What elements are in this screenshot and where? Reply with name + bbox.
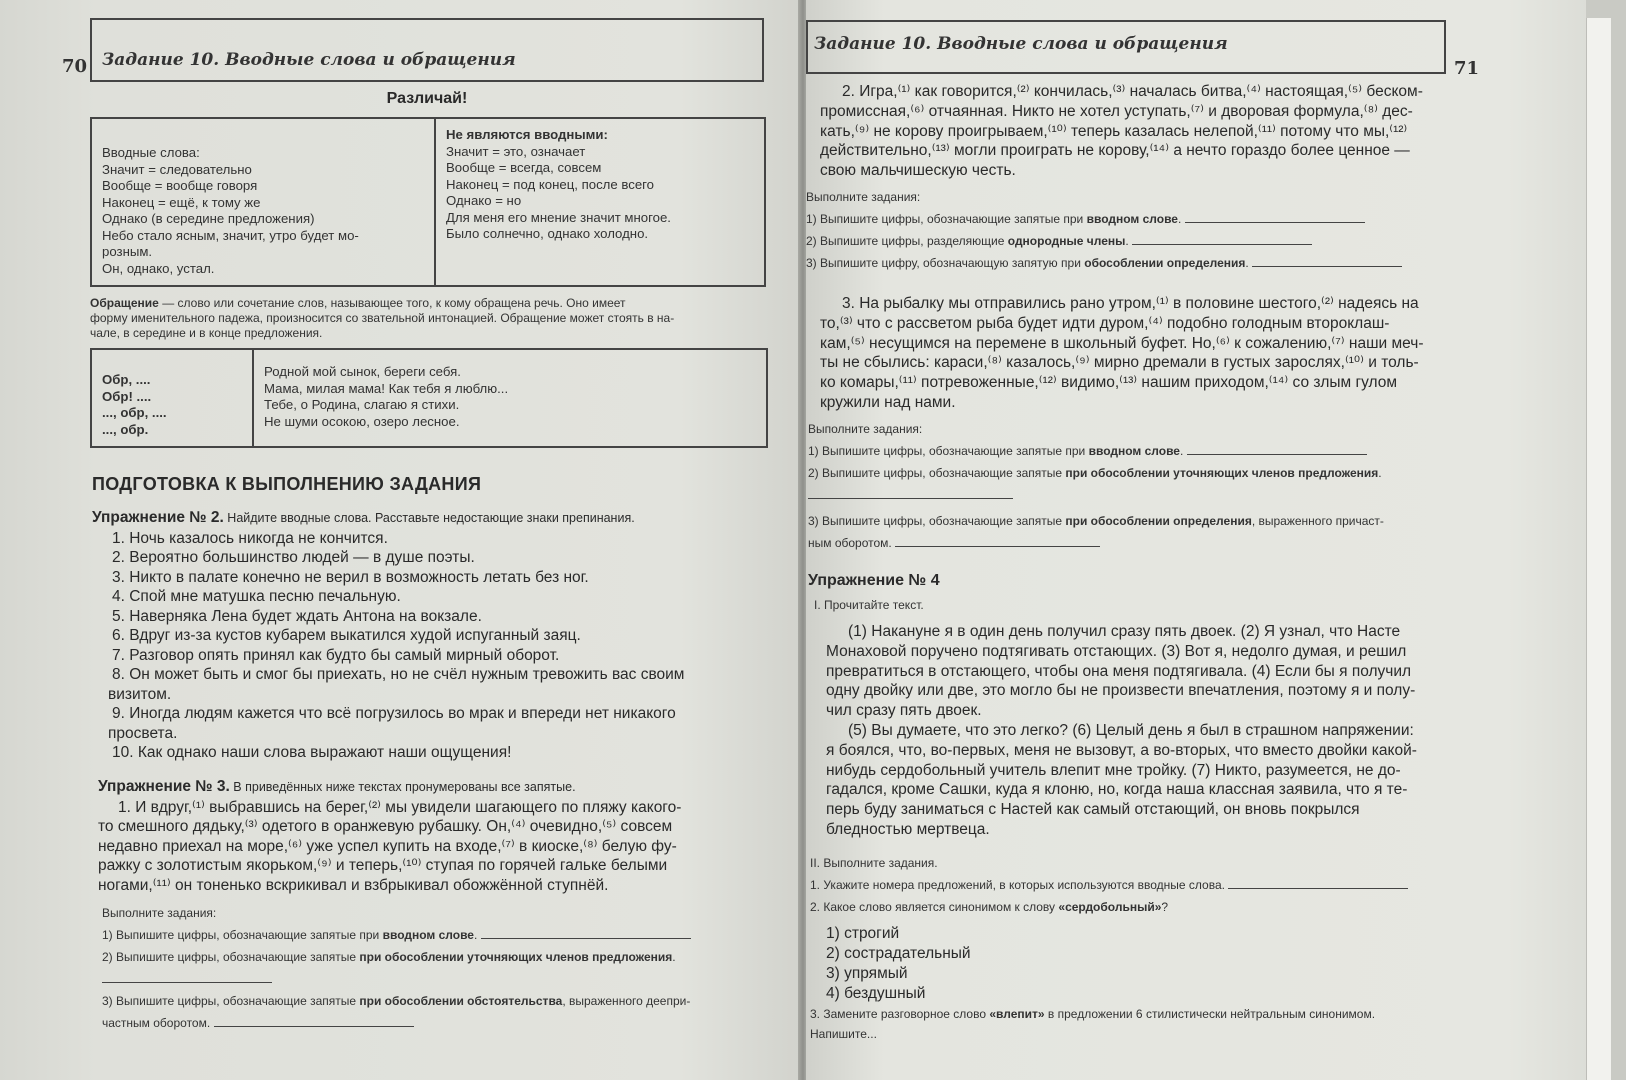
- intro-line: Наконец = ещё, к тому же: [102, 194, 261, 210]
- do-tasks-label: Выполните задания:: [102, 906, 217, 920]
- answer-blank[interactable]: [1228, 876, 1408, 889]
- task-keyword: «влепит»: [989, 1007, 1045, 1021]
- task-text: 1) Выпишите цифры, обозначающие запятые при: [102, 928, 383, 942]
- task-text: 3) Выпишите цифры, обозначающие запятые: [102, 994, 360, 1008]
- answer-blank[interactable]: [1132, 232, 1312, 245]
- ex2-item: визитом.: [108, 685, 172, 703]
- ex2-item: 8. Он может быть и смог бы приехать, но не счёл нужным тревожить вас своим: [112, 666, 685, 683]
- ex4-question: Напишите...: [810, 1027, 877, 1041]
- ex4-text-line: превратиться в отстающего, чтобы она меня подтягивала. (4) Если бы я получил: [826, 662, 1412, 680]
- not-intro-title: Не являются вводными:: [446, 127, 608, 142]
- ex4-text-line: (1) Накануне я в один день получил сразу пять двоек. (2) Я узнал, что Насте: [848, 623, 1401, 640]
- task-text: 1) Выпишите цифры, обозначающие запятые при: [808, 444, 1089, 458]
- not-intro-line: Значит = это, означает: [446, 143, 586, 159]
- text-3-line: кружили над нами.: [820, 393, 956, 411]
- example-line: Тебе, о Родина, слагаю я стихи.: [264, 397, 460, 412]
- ex4-question: в предложении 6 стилистически нейтральным синонимом.: [1044, 1007, 1376, 1021]
- text-2-line: кать,⁽⁹⁾ не корову проигрываем,⁽¹⁰⁾ теперь казалась нелепой,⁽¹¹⁾ потому что мы,⁽¹²⁾: [820, 122, 1408, 140]
- text-2-tasks: Выполните задания: 1) Выпишите цифры, обозначающие запятые при вводном слове. 2) Выпишите цифры, разделяющие однородные члены. 3) Выпишите цифру, обозначающую запятую при обособлении определения.: [806, 186, 1456, 274]
- ex2-item: 9. Иногда людям кажется что всё погрузилось во мрак и впереди нет никакого: [112, 705, 676, 722]
- ex4-q3: [810, 1004, 1470, 1044]
- ex3-tasks: Выполните задания: 1) Выпишите цифры, обозначающие запятые при вводном слове. 2) Выпишите цифры, обозначающие запятые при обособлении уточняющих членов предложения. 3) Выпишите цифры, обозначающие запятые при обособлении обстоятельства, выраженного деепри- частным оборотом.: [102, 902, 792, 1034]
- address-definition: [90, 296, 770, 341]
- not-intro-line: Однако = но: [446, 193, 522, 208]
- address-def-line: форму именительного падежа, произносится со звательной интонацией. Обращение может стоять в на-: [90, 311, 675, 325]
- intro-line: Он, однако, устал.: [102, 260, 215, 276]
- ex4-text-line: перь буду заниматься с Настей как самый отстающий, он вновь покрылся: [826, 801, 1360, 819]
- answer-blank[interactable]: [1187, 442, 1367, 455]
- text-3-line: ко комары,⁽¹¹⁾ потревоженные,⁽¹²⁾ видимо,⁽¹³⁾ нашим приходом,⁽¹⁴⁾ со злым гулом: [820, 374, 1398, 392]
- ex3-text-line: 1. И вдруг,⁽¹⁾ выбравшись на берег,⁽²⁾ мы увидели шагающего по пляжу какого-: [118, 798, 682, 816]
- task-text: 1) Выпишите цифры, обозначающие запятые при: [806, 212, 1087, 226]
- pattern-line: ..., обр.: [102, 421, 149, 437]
- ex3-text-line: то смешного дядьку,⁽³⁾ одетого в оранжевую рубашку. Он,⁽⁴⁾ очевидно,⁽⁵⁾ совсем: [98, 818, 673, 835]
- ex4-tasks: [810, 852, 1460, 918]
- left-page: [0, 0, 800, 1080]
- ex4-title: Упражнение № 4: [808, 572, 940, 589]
- ex3-text-line: недавно приехал на море,⁽⁶⁾ уже успел купить на входе,⁽⁷⁾ в киоске,⁽⁸⁾ белую фу-: [98, 837, 677, 855]
- ex4-options: [826, 924, 971, 1004]
- ex3-text-line: ражку с золотистым якорьком,⁽⁹⁾ и теперь,⁽¹⁰⁾ ступая по горячей гальке белыми: [98, 857, 668, 874]
- ex3-heading: [98, 777, 788, 798]
- ex3-instruction: В приведённых ниже текстах пронумерованы все запятые.: [229, 780, 576, 794]
- ex4-question: 3. Замените разговорное слово: [810, 1007, 990, 1021]
- ex4-text-line: бледностью мертвеца.: [826, 820, 990, 838]
- ex4-part2-label: II. Выполните задания.: [810, 856, 938, 870]
- address-def-line: чале, в середине и в конце предложения.: [90, 326, 323, 340]
- text-3-tasks: Выполните задания: 1) Выпишите цифры, обозначающие запятые при вводном слове. 2) Выпишите цифры, обозначающие запятые при обособлении уточняющих членов предложения. 3) Выпишите цифры, обозначающие запятые при обособлении определения, выраженного причаст- ным оборотом.: [808, 418, 1458, 554]
- ex2-item: 6. Вдруг из-за кустов кубарем выкатился худой испуганный заяц.: [112, 627, 581, 644]
- task-text: 2) Выпишите цифры, обозначающие запятые: [102, 950, 360, 964]
- right-header-title: Задание 10. Вводные слова и обращения: [814, 34, 1228, 54]
- address-term: Обращение: [90, 296, 159, 310]
- ex4-text-line: гадался, кроме Сашки, куда я клоню, но, когда наша классная заявила, что я те-: [826, 781, 1408, 799]
- do-tasks-label: Выполните задания:: [806, 190, 921, 204]
- intro-col-right: [435, 118, 765, 286]
- task-text: 2) Выпишите цифры, разделяющие: [806, 234, 1008, 248]
- ex4-text-line: Монаховой поручено подтягивать отстающих. (3) Вот я, недолго думая, и решил: [826, 642, 1407, 660]
- ex4-text-line: чил сразу пять двоек.: [826, 702, 982, 720]
- ex2-item: 7. Разговор опять принял как будто бы самый мирный оборот.: [112, 646, 560, 664]
- answer-blank[interactable]: [1185, 210, 1365, 223]
- not-intro-line: Было солнечно, однако холодно.: [446, 226, 649, 241]
- ex2-item: 4. Спой мне матушка песню печальную.: [112, 588, 401, 605]
- answer-option[interactable]: 4) бездушный: [826, 985, 926, 1002]
- address-patterns: [91, 349, 253, 447]
- text-2-line: промиссная,⁽⁶⁾ отчаянная. Никто не хотел уступать,⁽⁷⁾ и дворовая формула,⁽⁸⁾ дес-: [820, 102, 1413, 120]
- intro-line: Значит = следовательно: [102, 161, 252, 177]
- task-text: , выраженного деепри-: [562, 994, 691, 1008]
- ex4-text-line: нибудь сердобольный учитель влепит мне тройку. (7) Никто, разумеется, не до-: [826, 761, 1401, 779]
- ex2-item: 5. Наверняка Лена будет ждать Антона на вокзале.: [112, 607, 482, 625]
- text-2-line: действительно,⁽¹³⁾ могли проиграть не корову,⁽¹⁴⁾ а нечто гораздо более ценное —: [820, 142, 1410, 160]
- ex2-item: 3. Никто в палате конечно не верил в возможность летать без ног.: [112, 568, 589, 586]
- ex4-text-line: одну двойку или две, это могло бы не произвести впечатления, поэтому я и полу-: [826, 682, 1416, 700]
- intro-line: розным.: [102, 244, 153, 259]
- text-2-line: 2. Игра,⁽¹⁾ как говорится,⁽²⁾ кончилась,⁽³⁾ началась битва,⁽⁴⁾ настоящая,⁽⁵⁾ беском-: [842, 83, 1423, 100]
- ex2-item: 10. Как однако наши слова выражают наши ощущения!: [112, 744, 512, 761]
- ex4-question: 2. Какое слово является синонимом к слову: [810, 900, 1059, 914]
- address-examples: [253, 349, 767, 447]
- task-keyword: вводном слове: [382, 928, 474, 942]
- task-text: 2) Выпишите цифры, обозначающие запятые: [808, 466, 1066, 480]
- address-def-line: — слово или сочетание слов, называющее того, к кому обращена речь. Оно имеет: [158, 296, 626, 310]
- ex2-item: 2. Вероятно большинство людей — в душе поэты.: [112, 549, 475, 566]
- task-keyword: при обособлении уточняющих членов предложения: [1065, 466, 1379, 480]
- answer-option[interactable]: 3) упрямый: [826, 965, 908, 982]
- task-keyword: при обособлении обстоятельства: [359, 994, 563, 1008]
- ex4-question: ?: [1161, 900, 1169, 914]
- section-title: ПОДГОТОВКА К ВЫПОЛНЕНИЮ ЗАДАНИЯ: [92, 474, 482, 494]
- task-keyword: при обособлении определения: [1065, 514, 1252, 528]
- ex4-question: 1. Укажите номера предложений, в которых используются вводные слова.: [810, 878, 1225, 892]
- text-3-line: то,⁽³⁾ что с рассветом рыба будет идти дуром,⁽⁴⁾ подобно голодным второклаш-: [820, 314, 1390, 332]
- do-tasks-label: Выполните задания:: [808, 422, 923, 436]
- example-line: Не шуми осокою, озеро лесное.: [264, 413, 460, 429]
- intro-col-left: [91, 118, 435, 286]
- intro-line: Вообще = вообще говоря: [102, 178, 258, 193]
- task-keyword: вводном слове: [1086, 212, 1178, 226]
- ex2-list: [92, 529, 782, 763]
- intro-line: Однако (в середине предложения): [102, 211, 315, 226]
- ex2-title: Упражнение № 2.: [92, 509, 224, 526]
- task-text: 3) Выпишите цифру, обозначающую запятую при: [806, 256, 1085, 270]
- page-number-left: 70: [62, 56, 88, 77]
- task-keyword: «сердобольный»: [1058, 900, 1162, 914]
- task-text: частным оборотом.: [102, 1016, 211, 1030]
- ex3-title: Упражнение № 3.: [98, 778, 230, 795]
- text-3: [820, 294, 1456, 413]
- answer-blank[interactable]: [214, 1014, 414, 1027]
- task-keyword: однородные члены: [1007, 234, 1126, 248]
- ex2-instruction: Найдите вводные слова. Расставьте недостающие знаки препинания.: [223, 511, 635, 525]
- task-text: ным оборотом.: [808, 536, 892, 550]
- intro-line: Вводные слова:: [102, 145, 200, 160]
- answer-blank[interactable]: [808, 486, 1013, 499]
- not-intro-line: Вообще = всегда, совсем: [446, 160, 602, 175]
- pattern-line: Обр! ....: [102, 388, 152, 404]
- not-intro-line: Наконец = под конец, после всего: [446, 176, 655, 192]
- answer-option[interactable]: 1) строгий: [826, 925, 900, 942]
- page-number-right: 71: [1454, 58, 1480, 79]
- pattern-line: Обр, ....: [102, 372, 151, 387]
- address-table: [90, 348, 768, 448]
- distinguish-title: Различай!: [386, 90, 468, 107]
- ex2-item: просвета.: [108, 724, 178, 742]
- text-3-line: кам,⁽⁵⁾ несущимся на перемене в школьный буфет. Но,⁽⁶⁾ к сожалению,⁽⁷⁾ наши меч-: [820, 334, 1424, 352]
- text-2: [820, 82, 1450, 181]
- ex3-text: [98, 798, 788, 896]
- ex4-text-line: (5) Вы думаете, что это легко? (6) Целый день я был в страшном напряжении:: [848, 721, 1414, 739]
- task-keyword: обособлении определения: [1084, 256, 1246, 270]
- exercise-3: [98, 777, 788, 895]
- answer-blank[interactable]: [1252, 254, 1402, 267]
- ex2-heading: [92, 508, 782, 529]
- intro-line: Небо стало ясным, значит, утро будет мо-: [102, 227, 359, 243]
- task-keyword: при обособлении уточняющих членов предложения: [359, 950, 673, 964]
- ex4-text-line: я боялся, что, во-первых, меня не вызовут, а во-вторых, что вместо двойки какой-: [826, 741, 1417, 759]
- right-page: [806, 0, 1586, 1080]
- answer-blank[interactable]: [481, 926, 691, 939]
- task-text: , выраженного причаст-: [1251, 514, 1384, 528]
- task-text: 3) Выпишите цифры, обозначающие запятые: [808, 514, 1066, 528]
- text-3-line: ты не сбылись: караси,⁽⁸⁾ казалось,⁽⁹⁾ мирно дремали в густых зарослях,⁽¹⁰⁾ и толь-: [820, 354, 1419, 372]
- right-header: [806, 20, 1446, 74]
- page-edge: [1586, 18, 1611, 1080]
- ex2-item: 1. Ночь казалось никогда не кончится.: [112, 529, 388, 547]
- pattern-line: ..., обр, ....: [102, 405, 167, 420]
- answer-blank[interactable]: [895, 534, 1100, 547]
- ex4-text: [826, 622, 1454, 840]
- intro-words-table: [90, 117, 766, 287]
- ex3-text-line: ногами,⁽¹¹⁾ он тоненько вскрикивал и взбрыкивал обожжённой ступнёй.: [98, 876, 609, 894]
- ex4-read-label: I. Прочитайте текст.: [814, 598, 924, 612]
- not-intro-line: Для меня его мнение значит многое.: [446, 209, 671, 225]
- left-header: [90, 18, 764, 82]
- task-keyword: вводном слове: [1088, 444, 1180, 458]
- exercise-2: [92, 508, 782, 763]
- example-line: Родной мой сынок, береги себя.: [264, 364, 461, 379]
- text-3-line: 3. На рыбалку мы отправились рано утром,⁽¹⁾ в половине шестого,⁽²⁾ надеясь на: [842, 295, 1419, 312]
- answer-option[interactable]: 2) сострадательный: [826, 945, 971, 962]
- example-line: Мама, милая мама! Как тебя я люблю...: [264, 380, 509, 396]
- left-header-title: Задание 10. Вводные слова и обращения: [102, 50, 516, 70]
- text-2-line: свою мальчишескую честь.: [820, 162, 1016, 180]
- answer-blank[interactable]: [102, 970, 272, 983]
